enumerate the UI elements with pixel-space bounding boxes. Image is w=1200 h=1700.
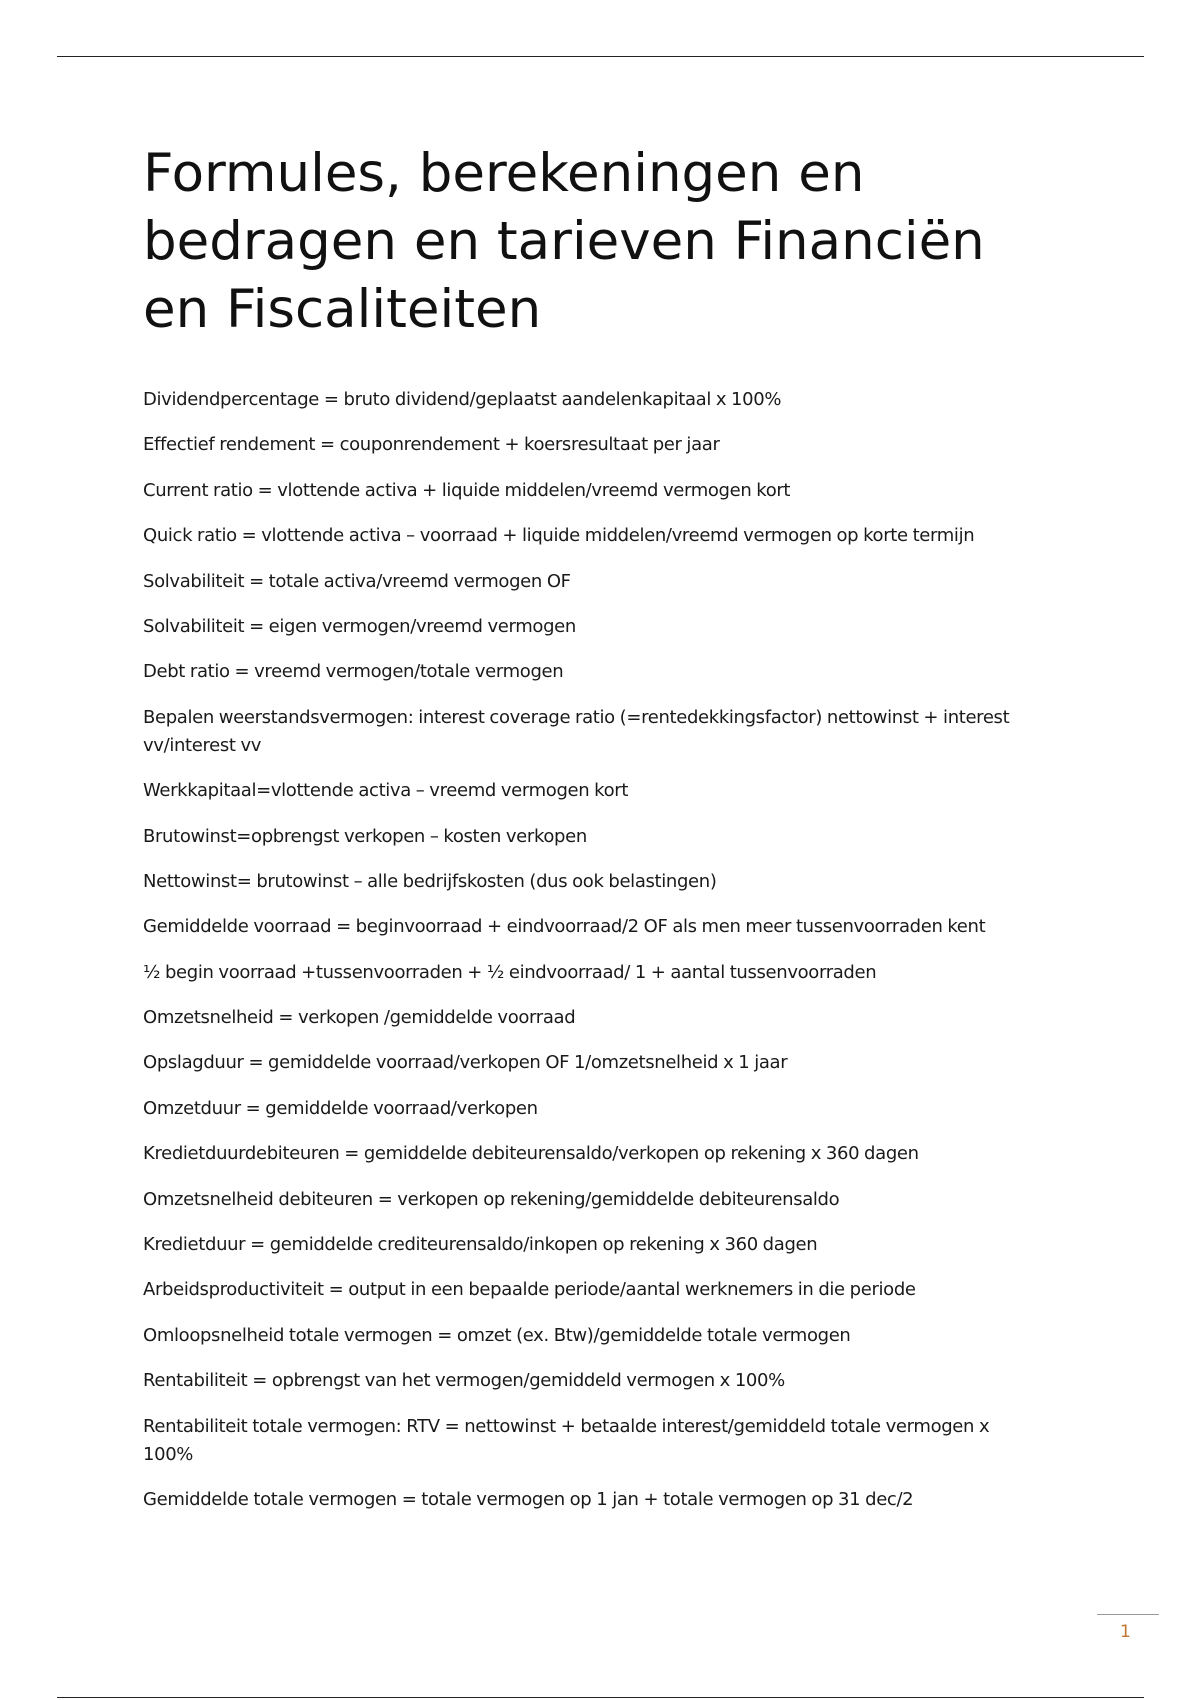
formula-omzetsnelheid: Omzetsnelheid = verkopen /gemiddelde voorraad <box>143 1007 576 1029</box>
document-title: Formules, berekeningen en bedragen en tarieven Financiën en Fiscaliteiten <box>143 143 985 340</box>
formula-omzetsnelheid-debiteuren: Omzetsnelheid debiteuren = verkopen op rekening/gemiddelde debiteurensaldo <box>143 1188 840 1210</box>
formula-list <box>143 386 1043 1514</box>
formula-dividendpercentage: Dividendpercentage = bruto dividend/geplaatst aandelenkapitaal x 100% <box>143 389 782 410</box>
page-content <box>143 140 1043 1531</box>
formula-gemiddelde-voorraad: Gemiddelde voorraad = beginvoorraad + eindvoorraad/2 OF als men meer tussenvoorraden kent <box>143 916 986 938</box>
header-rule <box>57 56 1144 57</box>
formula-effectief-rendement: Effectief rendement = couponrendement + koersresultaat per jaar <box>143 434 720 456</box>
formula-opslagduur: Opslagduur = gemiddelde voorraad/verkopen OF 1/omzetsnelheid x 1 jaar <box>143 1052 788 1074</box>
formula-current-ratio: Current ratio = vlottende activa + liquide middelen/vreemd vermogen kort <box>143 479 791 501</box>
formula-solvabiliteit-1: Solvabiliteit = totale activa/vreemd vermogen OF <box>143 570 571 592</box>
formula-omloopsnelheid: Omloopsnelheid totale vermogen = omzet (ex. Btw)/gemiddelde totale vermogen <box>143 1324 851 1346</box>
formula-kredietduur: Kredietduur = gemiddelde crediteurensaldo/inkopen op rekening x 360 dagen <box>143 1234 818 1256</box>
footer-rule <box>1097 1614 1159 1615</box>
formula-gemiddelde-totale-vermogen: Gemiddelde totale vermogen = totale vermogen op 1 jan + totale vermogen op 31 dec/2 <box>143 1488 914 1510</box>
formula-omzetduur: Omzetduur = gemiddelde voorraad/verkopen <box>143 1097 538 1119</box>
formula-solvabiliteit-2: Solvabiliteit = eigen vermogen/vreemd vermogen <box>143 615 576 637</box>
formula-weerstandsvermogen: Bepalen weerstandsvermogen: interest coverage ratio (=rentedekkingsfactor) nettowinst + interest vv/interest vv <box>143 706 1010 756</box>
formula-tussenvoorraden: ½ begin voorraad +tussenvoorraden + ½ eindvoorraad/ 1 + aantal tussenvoorraden <box>143 961 877 983</box>
formula-arbeidsproductiviteit: Arbeidsproductiviteit = output in een bepaalde periode/aantal werknemers in die periode <box>143 1279 916 1301</box>
formula-nettowinst: Nettowinst= brutowinst – alle bedrijfskosten (dus ook belastingen) <box>143 870 717 892</box>
formula-kredietduur-debiteuren: Kredietduurdebiteuren = gemiddelde debiteurensaldo/verkopen op rekening x 360 dagen <box>143 1143 919 1165</box>
formula-rtv: Rentabiliteit totale vermogen: RTV = nettowinst + betaalde interest/gemiddeld totale vermogen x 100% <box>143 1415 990 1465</box>
page-number: 1 <box>1120 1622 1131 1642</box>
formula-brutowinst: Brutowinst=opbrengst verkopen – kosten verkopen <box>143 825 587 847</box>
formula-debt-ratio: Debt ratio = vreemd vermogen/totale vermogen <box>143 661 564 683</box>
formula-rentabiliteit: Rentabiliteit = opbrengst van het vermogen/gemiddeld vermogen x 100% <box>143 1370 785 1392</box>
formula-werkkapitaal: Werkkapitaal=vlottende activa – vreemd vermogen kort <box>143 780 629 802</box>
footer-bottom-rule <box>57 1697 1144 1698</box>
formula-quick-ratio: Quick ratio = vlottende activa – voorraad + liquide middelen/vreemd vermogen op korte termijn <box>143 525 975 547</box>
